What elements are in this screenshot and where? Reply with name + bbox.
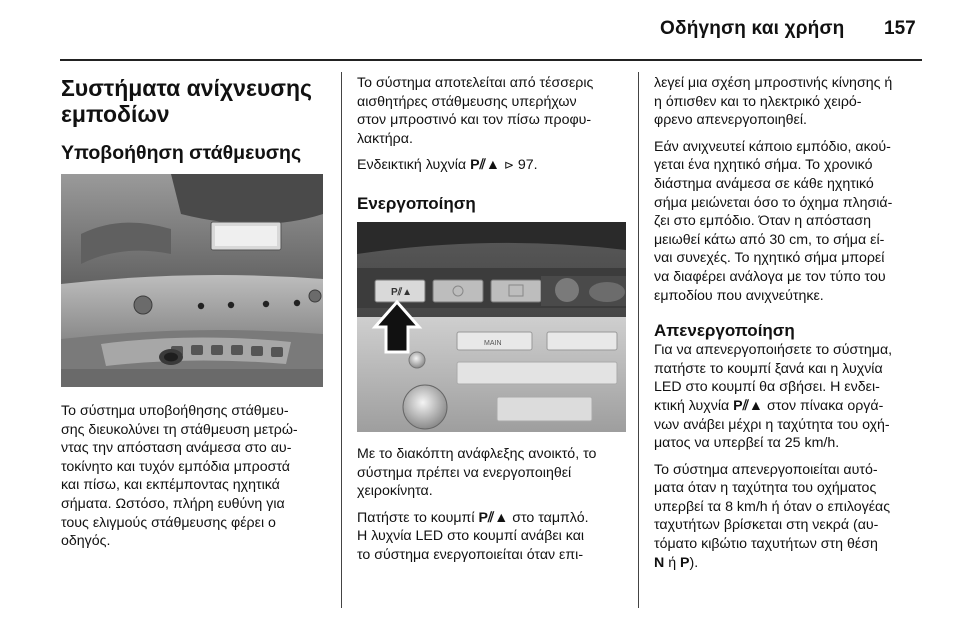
page-number: 157: [884, 18, 916, 39]
or-word: ή: [668, 554, 677, 571]
gear-neutral: N: [654, 554, 665, 571]
detection-line: Εάν ανιχνευτεί κάποιο εμπόδιο, ακού-: [654, 138, 891, 155]
deactivation-line: [654, 397, 926, 416]
intro-line: οδηγός.: [61, 533, 111, 550]
closing-paren: ).: [689, 554, 699, 571]
rear-bumper-sensors-photo: [61, 174, 323, 387]
detection-line: σήμα μειώνεται όσο το όχημα πλησιά-: [654, 194, 893, 211]
column-divider-1: [341, 72, 342, 608]
page-header: [0, 0, 960, 52]
system-line: στον μπροστινό και τον πίσω προφυ-: [357, 112, 592, 129]
dash-main-label: MAIN: [484, 340, 502, 347]
detection-line: να διαφέρει ανάλογα με τον τύπο του: [654, 268, 886, 285]
column-1: [61, 74, 323, 165]
system-line: λακτήρα.: [357, 130, 413, 147]
activation-line: χειροκίνητα.: [357, 483, 433, 500]
intro-line: σήματα. Ωστόσο, πλήρη ευθύνη για: [61, 495, 285, 512]
column-1-body: [61, 402, 323, 551]
activation-line: Η λυχνία LED στο κουμπί ανάβει και: [357, 528, 585, 545]
park-assist-icon: P⫽▲: [733, 397, 763, 414]
indicator-text: Ενδεικτική λυχνία: [357, 157, 467, 174]
deactivation-line: πατήστε το κουμπί ξανά και η λυχνία: [654, 360, 883, 377]
detection-line: ζει στο εμπόδιο. Όταν η απόσταση: [654, 213, 872, 230]
page-reference: 97.: [517, 157, 538, 174]
activation-heading: Ενεργοποίηση: [357, 193, 476, 213]
indicator-text: κτική λυχνία: [654, 397, 730, 414]
intro-line: τοκίνητο και τυχόν εμπόδια μπροστά: [61, 458, 290, 475]
activation-line: σύστημα πρέπει να ενεργοποιηθεί: [357, 464, 572, 481]
dashboard-illustration: [357, 222, 626, 432]
header-divider: [60, 59, 922, 61]
detection-line: εμποδίου που ανιχνεύτηκε.: [654, 287, 824, 304]
subsection-heading: Υποβοήθηση στάθμευσης: [61, 142, 302, 164]
column-3: [654, 74, 926, 572]
intro-line: σης διευκολύνει τη στάθμευση μετρώ-: [61, 421, 298, 438]
detection-line: διάστημα ανάμεσα σε κάθε ηχητικό: [654, 175, 874, 192]
auto-off-line: τόματο κιβώτιο ταχυτήτων στη θέση: [654, 536, 878, 553]
deactivation-heading: Απενεργοποίηση: [654, 321, 795, 341]
column-2-body: [357, 445, 627, 565]
continuation-line: φρενο απενεργοποιηθεί.: [654, 112, 807, 129]
auto-off-line: ταχυτήτων βρίσκεται στη νεκρά (αυ-: [654, 517, 879, 534]
park-assist-icon: P⫽▲: [478, 509, 509, 526]
intro-line: και πίσω, και εκπέμποντας ηχητικά: [61, 477, 280, 494]
auto-off-line: υπερβεί τα 8 km/h ή όταν ο επιλογέας: [654, 498, 891, 515]
gear-park: P: [680, 554, 690, 571]
continuation-line: λεγεί μια σχέση μπροστινής κίνησης ή: [654, 75, 893, 91]
auto-off-line: Το σύστημα απενεργοποιείται αυτό-: [654, 461, 878, 478]
press-button-text: Πατήστε το κουμπί: [357, 509, 475, 526]
column-divider-2: [638, 72, 639, 608]
page-reference-icon: ⊳: [503, 158, 514, 173]
detection-line: γεται ένα ηχητικό σήμα. Το χρονικό: [654, 157, 873, 174]
park-assist-icon: P⫽▲: [470, 157, 500, 174]
detection-line: μειωθεί κάτω από 30 cm, το σήμα εί-: [654, 231, 885, 248]
deactivation-line: Για να απενεργοποιήσετε το σύστημα,: [654, 342, 893, 359]
page-section-title: Οδήγηση και χρήση: [660, 18, 845, 39]
auto-off-line: [654, 554, 926, 573]
deactivation-line: νων ανάβει μέχρι η ταχύτητα του οχή-: [654, 416, 890, 433]
auto-off-line: ματα όταν η ταχύτητα του οχήματος: [654, 480, 877, 497]
continuation-line: η όπισθεν και το ηλεκτρικό χειρό-: [654, 93, 862, 110]
activation-line: [357, 509, 627, 528]
intro-line: τους ελιγμούς στάθμευσης φέρει ο: [61, 514, 276, 531]
press-button-text: στο ταμπλό.: [512, 509, 589, 526]
section-heading: Συστήματα ανίχνευσης εμποδίων: [61, 75, 313, 127]
system-line: αισθητήρες στάθμευσης υπερήχων: [357, 93, 577, 110]
dashboard-button-photo: [357, 222, 626, 432]
indicator-line: [357, 156, 627, 175]
column-2: [357, 74, 627, 214]
activation-line: Με το διακόπτη ανάφλεξης ανοικτό, το: [357, 446, 597, 462]
dash-park-button-label: P⫽▲: [391, 287, 413, 298]
system-line: Το σύστημα αποτελείται από τέσσερις: [357, 75, 594, 91]
deactivation-line: ματος να υπερβεί τα 25 km/h.: [654, 435, 840, 452]
intro-line: Το σύστημα υποβοήθησης στάθμευ-: [61, 403, 289, 419]
detection-line: ναι συνεχές. Το ηχητικό σήμα μπορεί: [654, 250, 885, 267]
intro-line: ντας την απόσταση ανάμεσα στο αυ-: [61, 440, 292, 457]
indicator-text: στον πίνακα οργά-: [766, 397, 884, 414]
activation-line: το σύστημα ενεργοποιείται όταν επι-: [357, 546, 584, 563]
car-rear-illustration: [61, 174, 323, 387]
deactivation-line: LED στο κουμπί θα σβήσει. Η ενδει-: [654, 379, 880, 396]
